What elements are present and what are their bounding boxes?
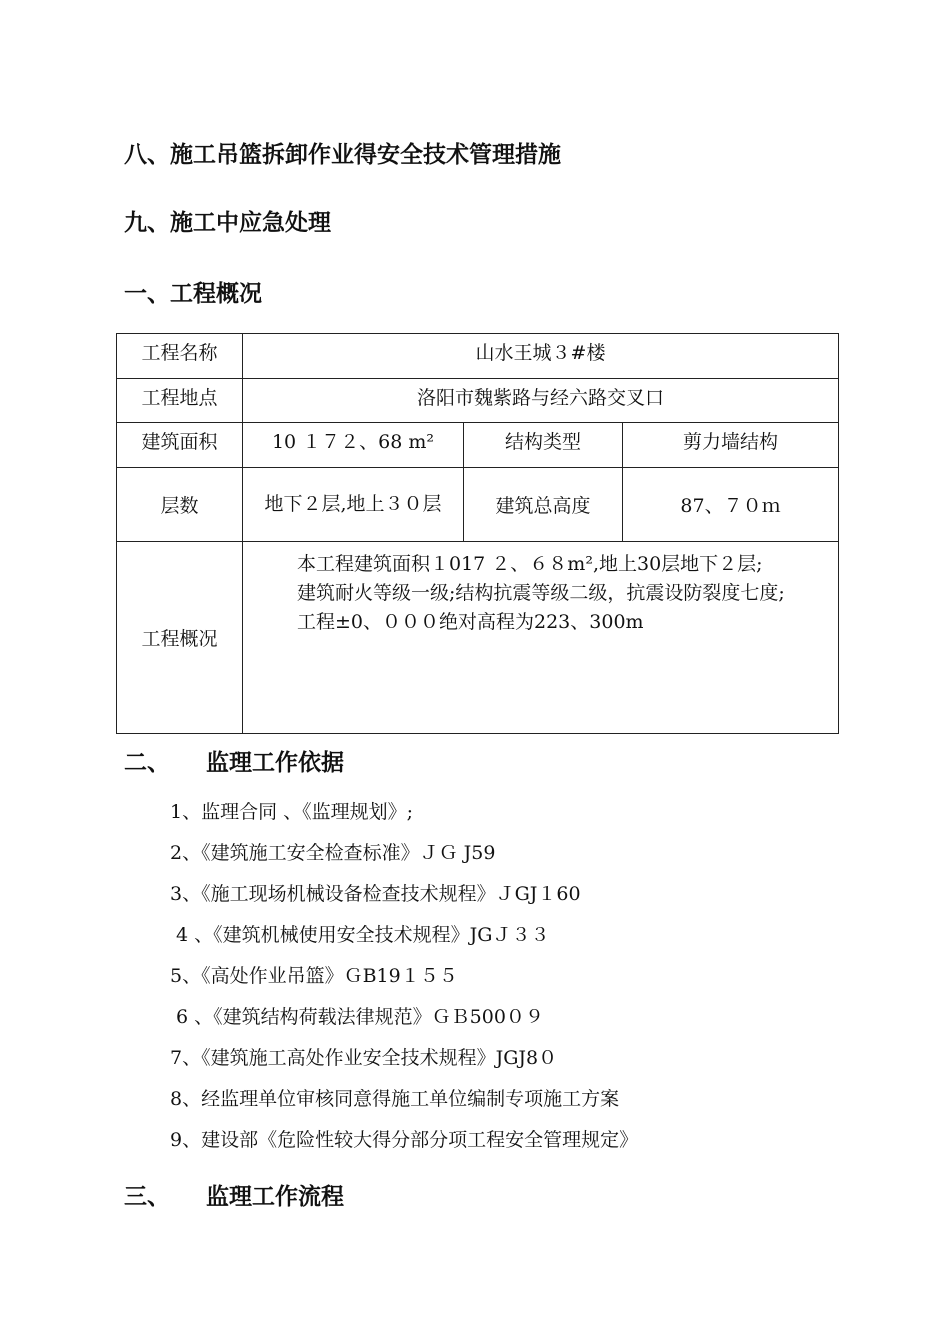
overview-paragraph: 本工程建筑面积１017 ２、６８m²,地上30层地下２层; xyxy=(297,553,763,575)
total-height-value: 87、７０ｍ xyxy=(623,468,839,542)
heading-section-9: 九、施工中应急处理 xyxy=(124,210,331,236)
building-area-label: 建筑面积 xyxy=(117,423,243,468)
overview-paragraph: 工程±0、０００绝对高程为223、300m xyxy=(297,611,644,633)
overview-paragraph: 建筑耐火等级一级;结构抗震等级二级，抗震设防裂度七度; xyxy=(297,582,785,604)
table-row xyxy=(117,468,839,542)
heading-text: 监理工作流程 xyxy=(206,1184,344,1210)
list-item: 5、《高处作业吊篮》ＧB19１５５ xyxy=(170,965,458,987)
heading-text: 监理工作依据 xyxy=(206,750,344,776)
list-item: 1、监理合同 、《监理规划》; xyxy=(170,801,414,823)
table-row xyxy=(117,379,839,423)
heading-section-8: 八、施工吊篮拆卸作业得安全技术管理措施 xyxy=(124,142,561,168)
list-item: 8、经监理单位审核同意得施工单位编制专项施工方案 xyxy=(170,1088,620,1110)
list-item: 2、《建筑施工安全检查标准》ＪＧ J59 xyxy=(170,842,496,864)
project-name-label: 工程名称 xyxy=(117,334,243,379)
list-item: 3、《施工现场机械设备检查技术规程》ＪGJ１60 xyxy=(170,883,581,905)
structure-type-value: 剪力墙结构 xyxy=(623,423,839,468)
overview-label: 工程概况 xyxy=(117,542,243,734)
project-location-value: 洛阳市魏紫路与经六路交叉口 xyxy=(243,379,839,423)
list-item: 6 、《建筑结构荷载法律规范》ＧＢ500０９ xyxy=(170,1006,544,1028)
heading-number: 三、 xyxy=(124,1184,170,1210)
list-item: 9、建设部《危险性较大得分部分项工程安全管理规定》 xyxy=(170,1129,639,1151)
list-item: 4 、《建筑机械使用安全技术规程》JGＪ３３ xyxy=(170,924,550,946)
project-name-value: 山水王城３#楼 xyxy=(243,334,839,379)
floors-label: 层数 xyxy=(117,468,243,542)
heading-section-3 xyxy=(124,1178,344,1211)
list-item: 7、《建筑施工高处作业安全技术规程》JGJ8０ xyxy=(170,1047,558,1069)
table-row xyxy=(117,423,839,468)
total-height-label: 建筑总高度 xyxy=(464,468,623,542)
heading-section-2 xyxy=(124,744,344,777)
heading-number: 二、 xyxy=(124,750,170,776)
table-row xyxy=(117,334,839,379)
structure-type-label: 结构类型 xyxy=(464,423,623,468)
floors-value: 地下２层,地上３０层 xyxy=(243,468,464,542)
heading-section-1: 一、工程概况 xyxy=(124,281,262,307)
building-area-value: 10 １７２、68 m² xyxy=(243,423,464,468)
table-row xyxy=(117,542,839,734)
project-location-label: 工程地点 xyxy=(117,379,243,423)
project-overview-table xyxy=(116,333,839,734)
overview-content xyxy=(243,542,839,734)
supervision-basis-list xyxy=(170,796,638,1165)
